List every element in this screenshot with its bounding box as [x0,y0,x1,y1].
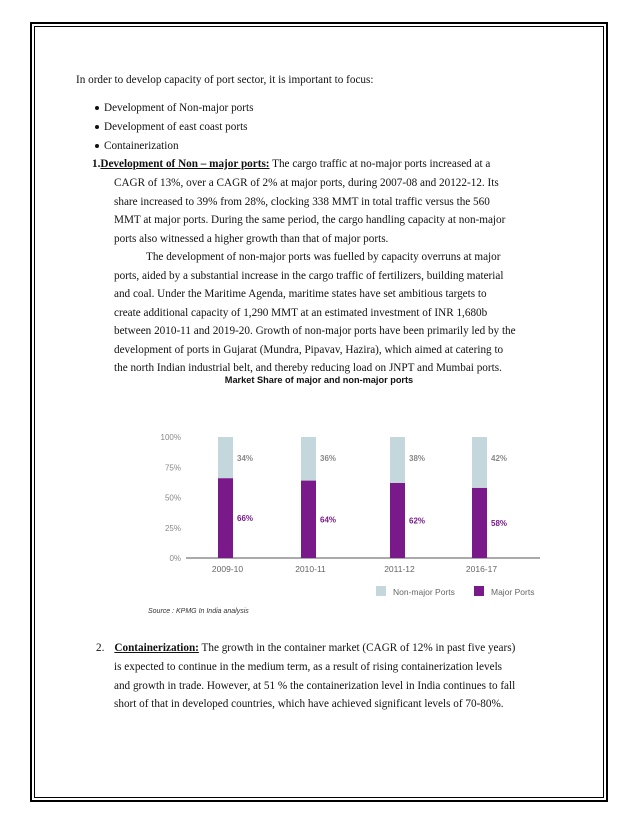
section1-line: development of ports in Gujarat (Mundra, Pipavav, Hazira), which aimed at catering to [114,343,504,356]
legend-swatch-major [474,586,484,596]
chart-source: Source : KPMG In India analysis [148,608,249,615]
bullet-label: Development of east coast ports [104,120,248,133]
y-tick-label: 75% [164,463,181,473]
section1-line: share increased to 39% from 28%, clocking 338 MMT in total traffic versus the 560 [114,195,490,208]
data-label-non-major: 36% [320,454,337,463]
section1-line: MMT at major ports. During the same period, the cargo handling capacity at non-major [114,214,506,226]
bullet-label: Development of Non-major ports [104,102,254,114]
section1-heading: Development of Non – major ports: [100,158,270,170]
bar-major-ports [218,478,233,558]
data-label-major: 66% [237,514,254,524]
section1-line: The development of non-major ports was fuelled by capacity overruns at major [146,251,501,263]
y-tick-label: 0% [169,554,181,563]
x-tick-label: 2009-10 [211,564,244,574]
data-label-non-major: 34% [237,454,254,463]
section1-line: ports, aided by a substantial increase in the cargo traffic of fertilizers, building material [114,269,504,282]
chart-title: Market Share of major and non-major ports [224,375,414,385]
intro-text: In order to develop capacity of port sector, it is important to focus: [76,74,374,86]
legend-swatch-non-major [376,586,386,596]
section1-line: CAGR of 13%, over a CAGR of 2% at major ports, during 2007-08 and 20122-12. Its [114,177,499,189]
section2-line: The growth in the container market (CAGR of 12% in past five years) [198,642,516,654]
bullet-dot-icon [95,125,99,129]
bar-non-major-ports [218,437,233,478]
section1-number: 1. [92,158,101,170]
bar-non-major-ports [390,437,405,483]
section1-line: create additional capacity of 1,290 MMT at an estimated investment of INR 1,680b [114,306,488,319]
data-label-major: 64% [320,515,337,525]
data-label-major: 58% [491,518,508,528]
bar-major-ports [301,481,316,558]
x-tick-label: 2011-12 [384,564,415,574]
section2-first-line [96,642,515,654]
bullet-dot-icon [95,144,99,148]
section1-first-line [92,158,490,170]
bar-major-ports [472,488,487,558]
section2-line: short of that in developed countries, which have achieved significant levels of 70-80%. [114,698,504,710]
focus-bullet-list [95,99,253,155]
bar-major-ports [390,483,405,558]
section2-line: is expected to continue in the medium term, as a result of rising containerization levels [114,661,503,673]
section2-line: and growth in trade. However, at 51 % the containerization level in India continues to fall [114,679,516,692]
data-label-non-major: 42% [491,454,508,463]
bar-non-major-ports [301,437,316,481]
bullet-item [95,118,253,137]
section2-heading: Containerization: [114,642,199,654]
legend-label-major: Major Ports [491,587,535,597]
x-tick-label: 2016-17 [465,564,498,574]
bar-non-major-ports [472,437,487,488]
section1-line: ports also witnessed a higher growth than that of major ports. [114,232,389,245]
data-label-major: 62% [409,516,426,526]
market-share-chart [0,400,638,630]
y-tick-label: 50% [164,493,181,503]
bullet-dot-icon [95,106,99,110]
section1-line: between 2010-11 and 2019-20. Growth of non-major ports have been primarily led by the [114,325,516,337]
section1-line: the north Indian industrial belt, and thereby reducing load on JNPT and Mumbai ports. [114,362,502,374]
legend-label-non-major: Non-major Ports [393,587,455,597]
bullet-label: Containerization [104,139,179,152]
x-tick-label: 2010-11 [295,564,326,574]
data-label-non-major: 38% [409,454,426,463]
y-tick-label: 100% [160,433,181,442]
section1-line: The cargo traffic at no-major ports increased at a [269,158,491,170]
section1-line: and coal. Under the Maritime Agenda, maritime states have set ambitious targets to [114,288,487,300]
bullet-item [95,99,253,118]
bullet-item [95,137,253,156]
section2-number: 2. [96,642,105,654]
y-tick-label: 25% [164,523,181,533]
